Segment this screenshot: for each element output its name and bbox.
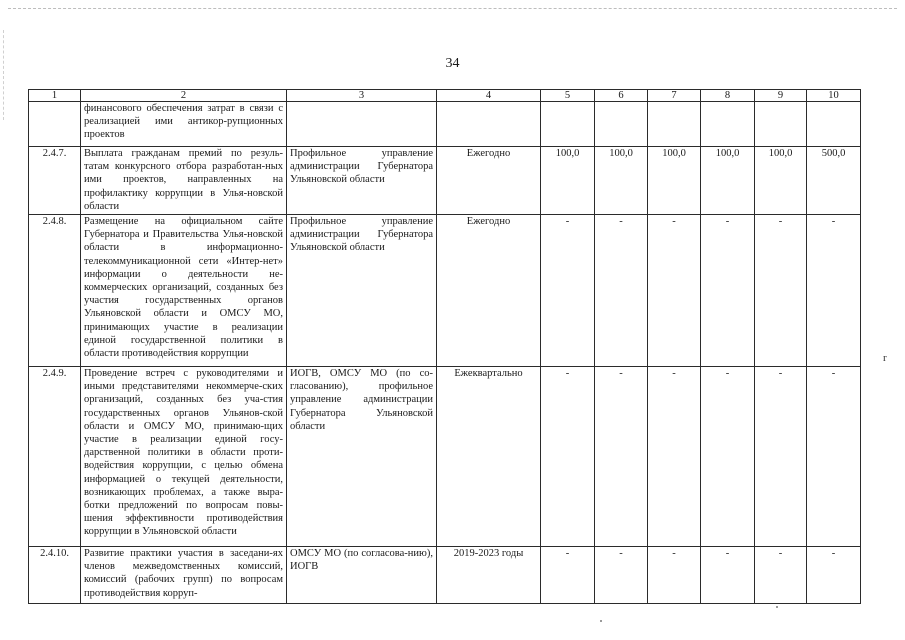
funding-value xyxy=(541,102,595,147)
column-number: 6 xyxy=(595,90,648,102)
measure-number: 2.4.7. xyxy=(29,147,81,215)
funding-value xyxy=(701,102,755,147)
column-number: 9 xyxy=(755,90,807,102)
funding-value: 100,0 xyxy=(541,147,595,215)
funding-value xyxy=(755,102,807,147)
funding-value: - xyxy=(755,367,807,547)
column-number: 4 xyxy=(437,90,541,102)
funding-value: - xyxy=(701,367,755,547)
table-row xyxy=(29,547,861,604)
funding-value: - xyxy=(755,547,807,604)
funding-value: - xyxy=(648,547,701,604)
table-row xyxy=(29,215,861,367)
measure-number: 2.4.10. xyxy=(29,547,81,604)
measure-number xyxy=(29,102,81,147)
funding-value: - xyxy=(755,215,807,367)
measure-executor: ИОГВ, ОМСУ МО (по со-гласованию), профильное управление администрации Губернатора Ульяновской области xyxy=(287,367,437,547)
funding-value xyxy=(595,102,648,147)
measure-executor xyxy=(287,102,437,147)
measure-executor: ОМСУ МО (по согласова-нию), ИОГВ xyxy=(287,547,437,604)
measure-term xyxy=(437,102,541,147)
scan-speck xyxy=(776,606,778,608)
funding-value: 100,0 xyxy=(595,147,648,215)
funding-value: - xyxy=(595,367,648,547)
measure-term: Ежегодно xyxy=(437,147,541,215)
funding-value: 100,0 xyxy=(701,147,755,215)
scan-speck xyxy=(600,620,602,622)
measure-number: 2.4.8. xyxy=(29,215,81,367)
table-row xyxy=(29,147,861,215)
funding-value: - xyxy=(595,215,648,367)
funding-value: - xyxy=(701,215,755,367)
funding-value: - xyxy=(648,215,701,367)
measure-term: Ежеквартально xyxy=(437,367,541,547)
funding-value: - xyxy=(648,367,701,547)
measure-number: 2.4.9. xyxy=(29,367,81,547)
funding-value: - xyxy=(541,367,595,547)
funding-value-total xyxy=(807,102,861,147)
measure-term: 2019-2023 годы xyxy=(437,547,541,604)
table-row xyxy=(29,367,861,547)
measure-executor: Профильное управление администрации Губернатора Ульяновской области xyxy=(287,147,437,215)
funding-value: - xyxy=(701,547,755,604)
measure-description: Выплата гражданам премий по резуль-татам конкурсного отбора разработан-ных ими проектов, направленных на профилактику коррупции в Улья-новской области xyxy=(81,147,287,215)
funding-value: 100,0 xyxy=(648,147,701,215)
page-number: 34 xyxy=(445,56,460,71)
measure-description: финансового обеспечения затрат в связи с реализацией ими антикор-рупционных проектов xyxy=(81,102,287,147)
measure-term: Ежегодно xyxy=(437,215,541,367)
column-number: 8 xyxy=(701,90,755,102)
funding-value xyxy=(648,102,701,147)
column-number: 7 xyxy=(648,90,701,102)
column-number: 2 xyxy=(81,90,287,102)
scan-left-edge xyxy=(3,30,4,120)
measure-description: Размещение на официальном сайте Губернатора и Правительства Улья-новской области в информационно-телекоммуникационной сети «Интер-нет» информации о деятельности не-коммерческих организаций, созданных без участия государственных органов Ульяновской области и ОМСУ МО, принимающих участие в реализации единой государственной политики в области противодействия коррупции xyxy=(81,215,287,367)
funding-value: - xyxy=(541,215,595,367)
column-number: 5 xyxy=(541,90,595,102)
funding-value: 100,0 xyxy=(755,147,807,215)
funding-value-total: - xyxy=(807,367,861,547)
column-number: 3 xyxy=(287,90,437,102)
funding-value-total: - xyxy=(807,547,861,604)
measure-executor: Профильное управление администрации Губернатора Ульяновской области xyxy=(287,215,437,367)
funding-value: - xyxy=(541,547,595,604)
measures-table xyxy=(28,89,861,604)
funding-value: - xyxy=(595,547,648,604)
column-number: 10 xyxy=(807,90,861,102)
column-number-row xyxy=(29,90,861,102)
table-row xyxy=(29,102,861,147)
measure-description: Проведение встреч с руководителями и иными представителями некоммерче-ских организаций, созданных без уча-стия государственных органов Ульянов-ской области и ОМСУ МО, принимаю-щих участие в реализации единой госу-дарственной политики в области проти-водействия коррупции, с целью обмена информацией о текущей деятельности, возникающих проблемах, а также выра-ботки предложений по вопросам повы-шения эффективности противодействия коррупции в Ульяновской области xyxy=(81,367,287,547)
measure-description: Развитие практики участия в заседани-ях членов межведомственных комиссий, комиссий (рабочих групп) по вопросам противодействия корруп- xyxy=(81,547,287,604)
margin-mark: r xyxy=(883,352,887,364)
funding-value-total: 500,0 xyxy=(807,147,861,215)
scan-edge-line xyxy=(8,8,897,9)
funding-value-total: - xyxy=(807,215,861,367)
column-number: 1 xyxy=(29,90,81,102)
